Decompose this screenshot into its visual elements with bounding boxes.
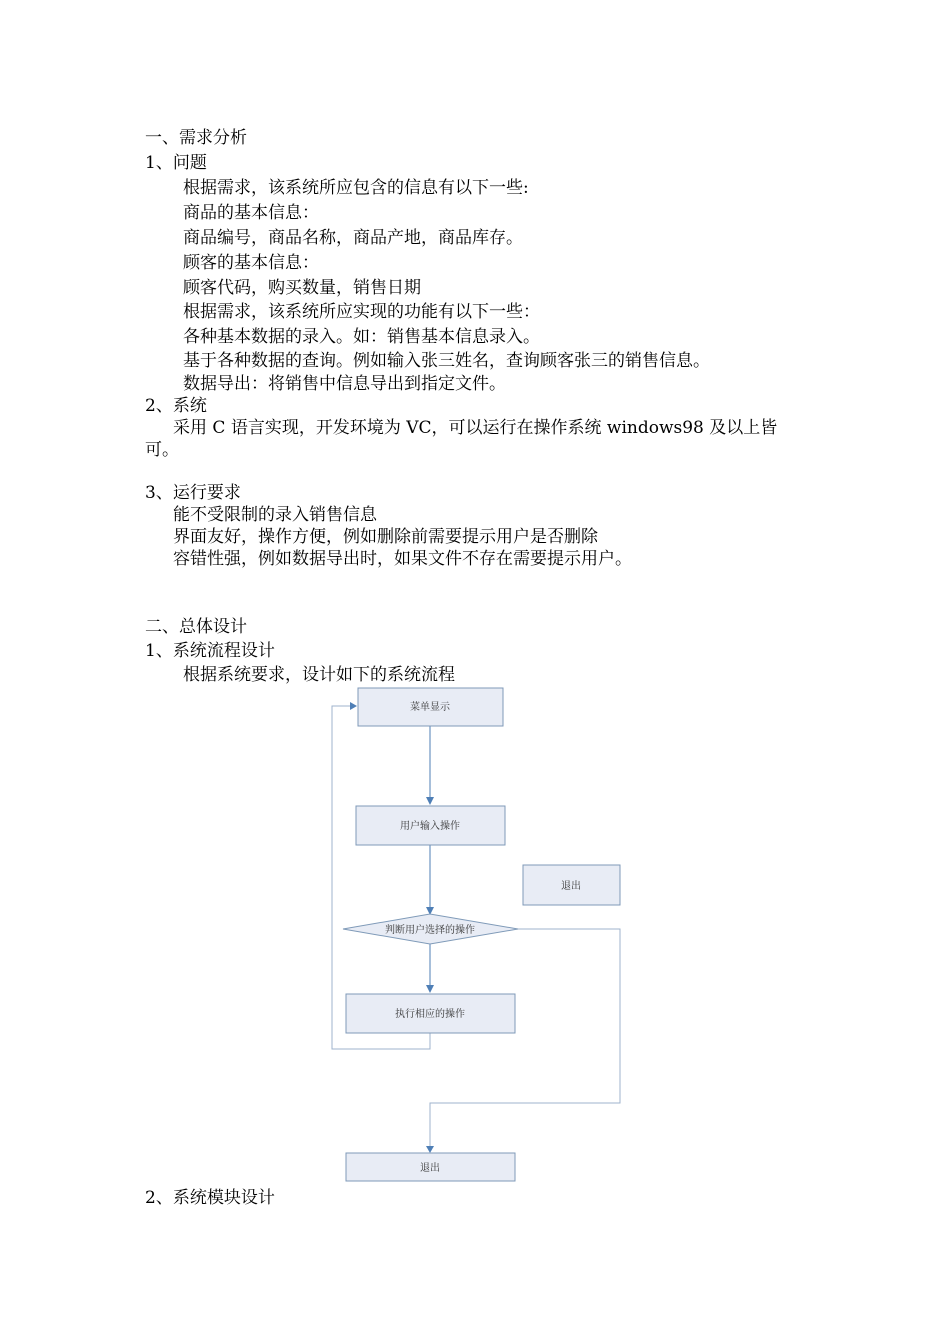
node-execute bbox=[346, 994, 515, 1033]
node-exit-side-label: 退出 bbox=[561, 881, 581, 892]
paragraph-line: 根据系统要求，设计如下的系统流程 bbox=[183, 665, 455, 685]
loop-arrowhead bbox=[350, 702, 357, 710]
node-judge-label: 判断用户选择的操作 bbox=[385, 925, 475, 936]
node-judge-decision bbox=[343, 914, 518, 944]
section-heading-design: 二、总体设计 bbox=[145, 617, 247, 637]
paragraph-line: 容错性强，例如数据导出时，如果文件不存在需要提示用户。 bbox=[173, 549, 632, 569]
paragraph-line: 商品的基本信息： bbox=[183, 203, 319, 223]
paragraph-line: 顾客的基本信息： bbox=[183, 253, 319, 273]
node-exit-side bbox=[523, 865, 620, 905]
node-user-input-label: 用户输入操作 bbox=[400, 821, 460, 832]
paragraph-line: 根据需求，该系统所应实现的功能有以下一些： bbox=[183, 302, 540, 322]
subsection-title-flow: 1、系统流程设计 bbox=[145, 641, 275, 661]
paragraph-line: 基于各种数据的查询。例如输入张三姓名，查询顾客张三的销售信息。 bbox=[183, 351, 710, 371]
paragraph-line: 采用 C 语言实现，开发环境为 VC，可以运行在操作系统 windows98 及以上皆 bbox=[173, 418, 778, 438]
exit-arrowhead bbox=[426, 1146, 434, 1153]
section-heading-requirements: 一、需求分析 bbox=[145, 128, 247, 148]
node-exit bbox=[346, 1153, 515, 1181]
subsection-title-modules: 2、系统模块设计 bbox=[145, 1188, 275, 1208]
paragraph-line: 根据需求，该系统所应包含的信息有以下一些: bbox=[183, 178, 529, 198]
paragraph-line: 商品编号，商品名称，商品产地，商品库存。 bbox=[183, 228, 523, 248]
node-user-input bbox=[356, 806, 505, 845]
subsection-title-runtime: 3、运行要求 bbox=[145, 483, 241, 503]
paragraph-line: 数据导出：将销售中信息导出到指定文件。 bbox=[183, 374, 506, 394]
node-menu bbox=[358, 688, 503, 726]
connector-judge-to-exit bbox=[430, 929, 620, 1151]
paragraph-line: 能不受限制的录入销售信息 bbox=[173, 505, 377, 525]
paragraph-line: 界面友好，操作方便，例如删除前需要提示用户是否删除 bbox=[173, 527, 598, 547]
subsection-title-problem: 1、问题 bbox=[145, 153, 207, 173]
paragraph-line: 可。 bbox=[145, 440, 179, 460]
node-menu-label: 菜单显示 bbox=[410, 702, 450, 713]
paragraph-line: 各种基本数据的录入。如：销售基本信息录入。 bbox=[183, 327, 540, 347]
node-execute-label: 执行相应的操作 bbox=[395, 1009, 465, 1020]
subsection-title-system: 2、系统 bbox=[145, 396, 207, 416]
node-exit-label: 退出 bbox=[420, 1163, 440, 1174]
paragraph-line: 顾客代码，购买数量，销售日期 bbox=[183, 278, 421, 298]
